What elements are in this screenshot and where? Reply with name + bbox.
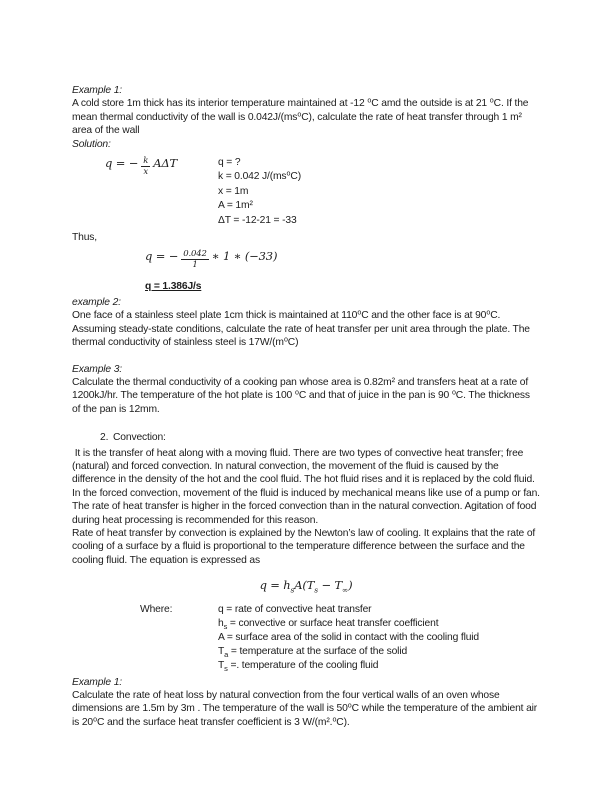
fraction-numerator: 0.042 — [183, 249, 207, 260]
section-title: Convection: — [113, 432, 166, 444]
equation-subscript: s — [290, 585, 295, 595]
definition-area — [218, 631, 540, 645]
definition-text: = temperature at the surface of the solid — [228, 646, 408, 658]
substituted-equation — [145, 249, 540, 270]
convection-paragraph-2: Rate of heat transfer by convection is explained by the Newton’s law of cooling. It explains that the rate of cooling of a surface by a fluid is proportional to the temperature difference between the surface and the cooling fluid. The equation is expressed as — [72, 527, 538, 566]
definition-text: A = surface area of the solid in contact with the cooling fluid — [218, 632, 480, 643]
given-delta-t: ΔT = -12-21 = -33 — [218, 214, 297, 226]
equation-lead: q = − — [105, 156, 139, 171]
definition-text: h — [218, 617, 224, 629]
example-2-heading: example 2: — [72, 296, 121, 308]
equation-lead: q = − — [145, 249, 179, 264]
section-number: 2. — [100, 432, 109, 444]
solution-heading: Solution: — [72, 138, 111, 150]
fraction-k-over-x — [141, 156, 150, 177]
definition-text: T — [218, 646, 225, 658]
result-value: q = 1.386J/s — [145, 281, 202, 293]
example-1-body: A cold store 1m thick has its interior temperature maintained at -12 ⁰C amd the outside is at 21 ⁰C. If the mean thermal conductivity of the wall is 0.042J/(ms⁰C), calculate the rate of heat transfer through 1 m² area of the wall — [72, 98, 532, 137]
equation-tail: AΔT — [153, 156, 178, 171]
definition-ts — [218, 659, 540, 673]
equation-part: ) — [348, 578, 353, 593]
newton-cooling-equation — [72, 578, 540, 595]
fourier-equation — [105, 156, 218, 228]
example-1-heading: Example 1: — [72, 85, 123, 96]
spacer — [72, 350, 540, 363]
fraction-numerator: k — [143, 156, 149, 167]
fraction-denominator: 1 — [192, 260, 198, 271]
given-values — [218, 156, 301, 228]
definition-hs — [218, 617, 540, 631]
fraction-denominator: x — [143, 167, 149, 178]
convection-paragraph-1: It is the transfer of heat along with a moving fluid. There are two types of convective heat transfer; free (natural) and forced convection. In natural convection, the movement of the fluid is caused by the difference in the density of the hot and the cool fluid. The hot fluid rises and it is replaced by the cold fluid. In the forced convection, movement of the fluid is induced by mechanical means like use of a pump or fan. The rate of heat transfer is higher in the forced convection than in the natural convection. Agitation of food during heat processing is recommended for this reason. — [72, 447, 543, 526]
definition-subscript: s — [224, 664, 228, 674]
equation-subscript: s — [314, 585, 318, 595]
fraction-0042-over-1 — [181, 249, 209, 270]
solution-workings — [72, 156, 540, 228]
spacer — [72, 416, 540, 429]
given-area: A = 1m² — [218, 200, 253, 212]
equation-subscript: ∞ — [341, 585, 349, 595]
definition-text: T — [218, 660, 225, 672]
equation-tail: ∗ 1 ∗ (−33) — [211, 249, 278, 264]
definition-ta — [218, 645, 540, 659]
definition-text: = convective or surface heat transfer coefficient — [227, 617, 439, 629]
definition-text: q = rate of convective heat transfer — [218, 603, 372, 615]
equation-part: q = h — [259, 578, 291, 593]
where-block — [72, 603, 540, 674]
convection-section-heading — [100, 431, 540, 444]
definition-text: =. temperature of the cooling fluid — [227, 660, 379, 672]
definition-subscript: s — [223, 621, 228, 631]
given-x: x = 1m — [218, 185, 249, 197]
definition-subscript: a — [224, 650, 229, 660]
where-label: Where: — [140, 603, 173, 615]
given-k: k = 0.042 J/(ms⁰C) — [218, 171, 301, 183]
example-1b-heading: Example 1: — [72, 676, 123, 688]
where-definitions — [218, 603, 540, 674]
given-q: q = ? — [218, 157, 241, 169]
definition-q — [218, 603, 540, 617]
example-2-body: One face of a stainless steel plate 1cm thick is maintained at 110⁰C and the other face is at 90⁰C. Assuming steady-state conditions, calculate the rate of heat transfer per unit area through the plate. The thermal conductivity of stainless steel is 17W/(m⁰C) — [72, 310, 533, 349]
thus-label: Thus, — [72, 232, 98, 244]
example-1b-body: Calculate the rate of heat loss by natural convection from the four vertical walls of an oven whose dimensions are 1.5m by 3m . The temperature of the wall is 50⁰C while the temperature of the ambient air is 20⁰C and the surface heat transfer coefficient is 3 W/(m².⁰C). — [72, 690, 540, 728]
example-3-heading: Example 3: — [72, 363, 123, 375]
equation-part: A(T — [294, 578, 315, 593]
equation-part: − T — [317, 578, 342, 593]
example-3-body: Calculate the thermal conductivity of a cooking pan whose area is 0.82m² and transfers heat at a rate of 1200kJ/hr. The temperature of the hot plate is 100 ⁰C and that of juice in the pan is 90 ⁰C. The thickness of the pan is 12mm. — [72, 376, 533, 415]
